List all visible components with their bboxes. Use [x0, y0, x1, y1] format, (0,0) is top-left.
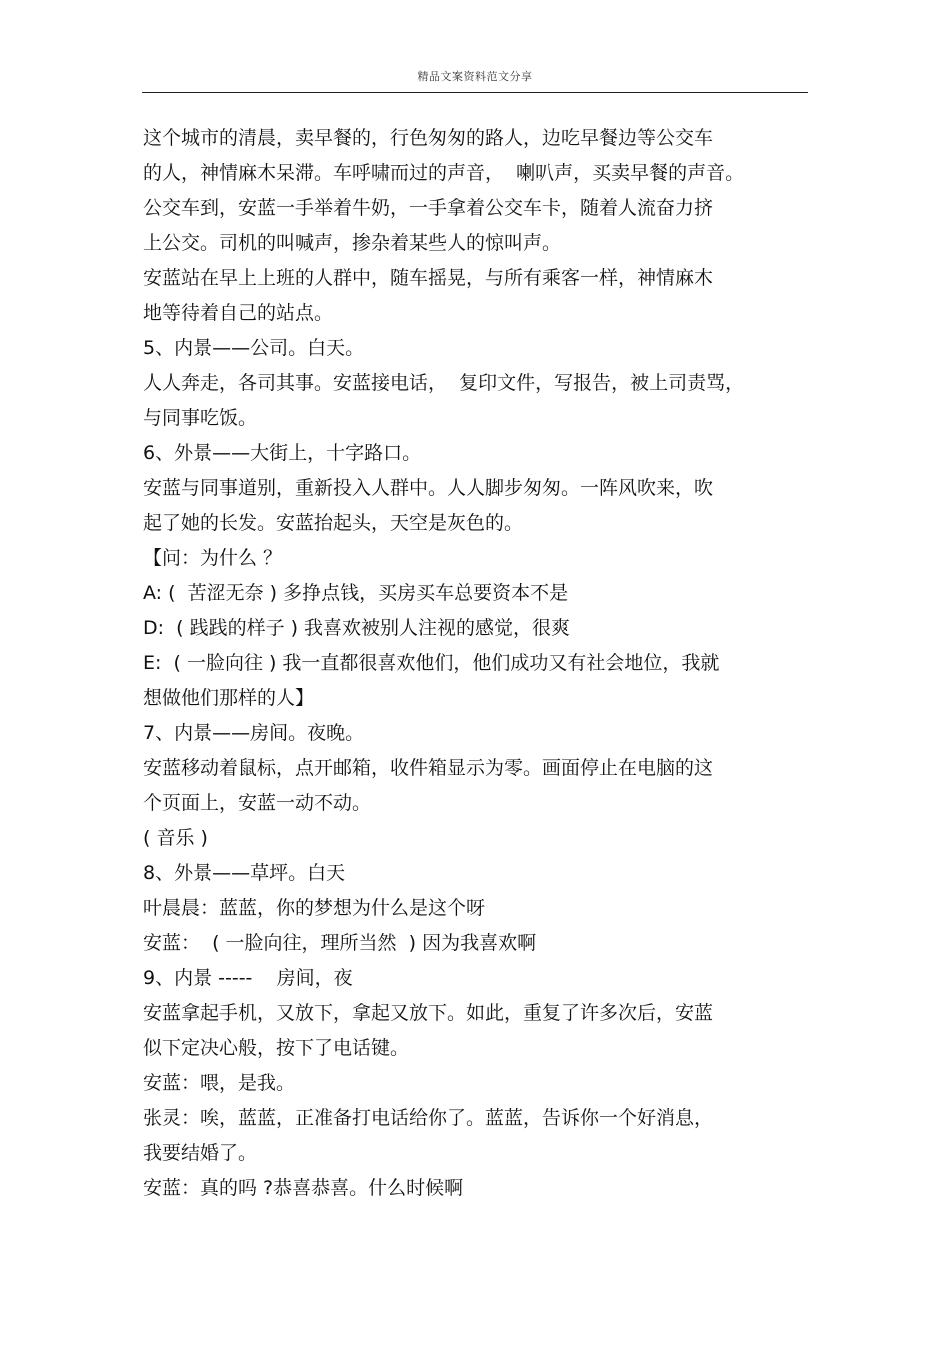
scene-heading: 7、内景——房间。夜晚。 — [143, 722, 365, 744]
text-line: 上公交。司机的叫喊声，掺杂着某些人的惊叫声。 — [143, 232, 562, 254]
dialogue-line: 安蓝：真的吗 ?恭喜恭喜。什么时候啊 — [143, 1177, 464, 1199]
dialogue-line: 张灵：唉，蓝蓝，正准备打电话给你了。蓝蓝，告诉你一个好消息， — [143, 1107, 714, 1129]
answer-line: D: ( 践践的样子 ) 我喜欢被别人注视的感觉，很爽 — [143, 617, 571, 639]
text-line: 的人，神情麻木呆滞。车呼啸而过的声音， 喇叭声，买卖早餐的声音。 — [143, 162, 745, 184]
dialogue-line: 安蓝： ( 一脸向往，理所当然 ) 因为我喜欢啊 — [143, 932, 537, 954]
text-line: 安蓝站在早上上班的人群中，随车摇晃，与所有乘客一样，神情麻木 — [143, 267, 714, 289]
page-header — [142, 62, 808, 93]
text-line: 公交车到，安蓝一手举着牛奶，一手拿着公交车卡，随着人流奋力挤 — [143, 197, 714, 219]
dialogue-line: 我要结婚了。 — [143, 1142, 258, 1164]
text-line: 安蓝拿起手机，又放下，拿起又放下。如此，重复了许多次后，安蓝 — [143, 1002, 714, 1024]
scene-heading: 9、内景 ----- 房间，夜 — [143, 967, 353, 989]
text-line: 人人奔走，各司其事。安蓝接电话， 复印文件，写报告，被上司责骂， — [143, 372, 745, 394]
text-line: 这个城市的清晨，卖早餐的，行色匆匆的路人，边吃早餐边等公交车 — [143, 127, 714, 149]
text-line: 地等待着自己的站点。 — [143, 302, 334, 324]
text-line: 安蓝与同事道别，重新投入人群中。人人脚步匆匆。一阵风吹来，吹 — [143, 477, 714, 499]
answer-line: E: ( 一脸向往 ) 我一直都很喜欢他们，他们成功又有社会地位，我就 — [143, 652, 720, 674]
text-line: 起了她的长发。安蓝抬起头，天空是灰色的。 — [143, 512, 524, 534]
scene-heading: 6、外景——大街上，十字路口。 — [143, 442, 422, 464]
text-line: 似下定决心般，按下了电话键。 — [143, 1037, 410, 1059]
text-line: 个页面上，安蓝一动不动。 — [143, 792, 372, 814]
text-line: 与同事吃饭。 — [143, 407, 258, 429]
text-line: 安蓝移动着鼠标，点开邮箱，收件箱显示为零。画面停止在电脑的这 — [143, 757, 714, 779]
dialogue-line: 叶晨晨：蓝蓝，你的梦想为什么是这个呀 — [143, 897, 486, 919]
question-line: 【问：为什么 ？ — [143, 547, 283, 569]
scene-heading: 8、外景——草坪。白天 — [143, 862, 346, 884]
answer-line: 想做他们那样的人】 — [143, 687, 315, 709]
answer-line: A: ( 苦涩无奈 ) 多挣点钱，买房买车总要资本不是 — [143, 582, 569, 604]
scene-heading: 5、内景——公司。白天。 — [143, 337, 365, 359]
header-title: 精品文案资料范文分享 — [417, 70, 533, 83]
text-line: ( 音乐 ) — [143, 827, 208, 849]
document-body — [143, 121, 803, 1206]
dialogue-line: 安蓝：喂，是我。 — [143, 1072, 296, 1094]
